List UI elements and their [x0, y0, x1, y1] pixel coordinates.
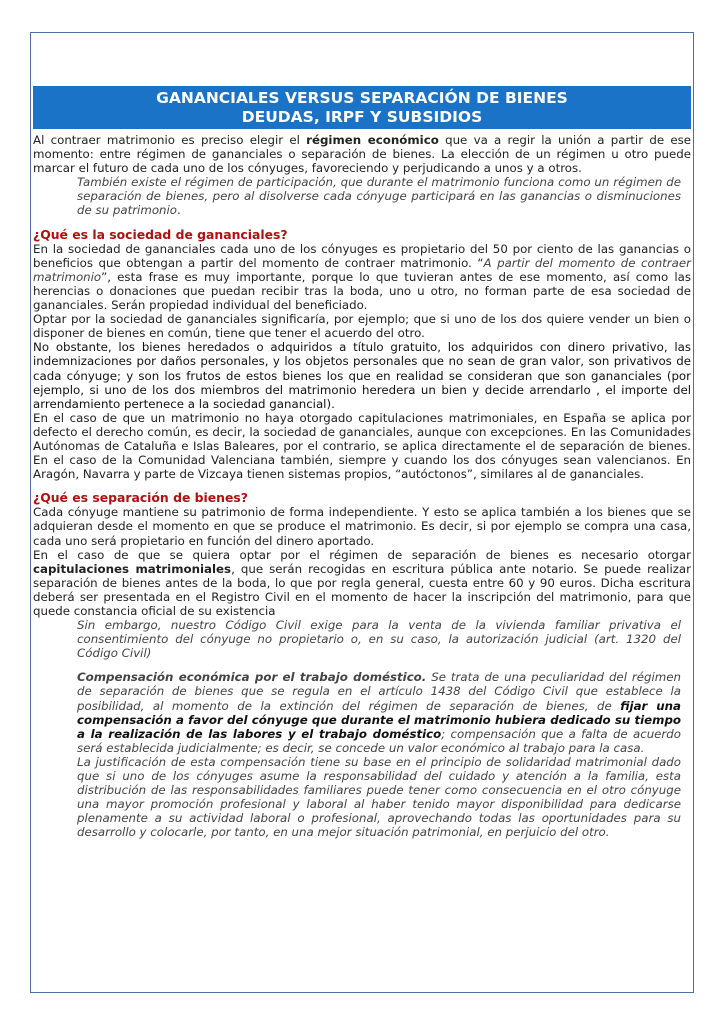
intro-note	[33, 175, 691, 217]
compensation-text-b: ; compensación que a falta de acuerdo será establecida judicialmente; es decir, se concede un valor económico al trabajo para la casa.	[77, 726, 681, 755]
s1p1-text-a: En la sociedad de gananciales cada uno de los cónyuges es propietario del 50 por ciento de las ganancias o beneficios que obtengan a partir del momento de contraer matrimonio. “	[33, 241, 691, 270]
section2-justification-paragraph: La justificación de esta compensación tiene su base en el principio de solidaridad matrimonial dado que si uno de los cónyuges asume la responsabilidad del cuidado y atención a la familia, esta distribución de las responsabilidades familiares puede tener como consecuencia en el otro cónyuge una mayor promoción profesional y laboral al haber tenido mayor disponibilidad para dedicarse plenamente a su actividad laboral o profesional, aprovechando todas las oportunidades para su desarrollo y colocarle, por tanto, en una mejor situación patrimonial, en perjuicio del otro.	[77, 754, 681, 840]
section1-paragraph-2: Optar por la sociedad de gananciales significaría, por ejemplo; que si uno de los dos quiere vender un bien o disponer de bienes en común, tiene que tener el acuerdo del otro.	[33, 312, 691, 341]
section2-paragraph-2	[33, 548, 691, 618]
s1p1-text-b: ”, esta frase es muy importante, porque lo que tuvieran antes de ese momento, así como las herencias o donaciones que puedan recibir tras la boda, uno u otro, no forman parte de esa sociedad de gananciales. Serán propiedad individual del beneficiado.	[33, 269, 691, 313]
compensation-emphasis: fijar una compensación a favor del cónyuge que durante el matrimonio hubiera dedicado su tiempo a la realización de las labores y el trabajo doméstico	[77, 698, 681, 741]
title-line-1: GANANCIALES VERSUS SEPARACIÓN DE BIENES	[156, 89, 568, 107]
title-line-2: DEUDAS, IRPF Y SUBSIDIOS	[241, 108, 483, 126]
section2-compensation-paragraph	[33, 670, 691, 755]
intro-bold-term: régimen económico	[306, 133, 439, 147]
spacer	[33, 660, 691, 670]
intro-paragraph	[33, 133, 691, 175]
section2-heading: ¿Qué es separación de bienes?	[33, 490, 248, 506]
section2-paragraph-1: Cada cónyuge mantiene su patrimonio de forma independiente. Y esto se aplica también a los bienes que se adquieran desde el momento en que se produce el matrimonio. Es decir, si por ejemplo se compra una casa, cada uno será propietario en función del dinero aportado.	[33, 505, 691, 548]
s2p2-text-b: , que serán recogidas en escritura pública ante notario. Se puede realizar separación de bienes antes de la boda, lo que por regla general, cuesta entre 60 y 90 euros. Dicha escritura deberá ser presentada en el Registro Civil en el momento de hacer la inscripción del matrimonio, para que quede constancia oficial de su existencia	[33, 561, 691, 618]
intro-text-a: Al contraer matrimonio es preciso elegir el	[33, 133, 307, 147]
intro-text-b: que va a regir la unión a partir de ese momento: entre régimen de gananciales o separación de bienes. La elección de un régimen u otro puede marcar el futuro de cada uno de los cónyuges, favoreciendo y perjudicando a unos y a otros.	[33, 133, 691, 176]
s1p1-italic: A partir del momento de contraer matrimonio	[33, 255, 691, 284]
section2-civil-code-note: Sin embargo, nuestro Código Civil exige para la venta de la vivienda familiar privativa el consentimiento del cónyuge no propietario o, en su caso, la autorización judicial (art. 1320 del Código Civil)	[77, 618, 681, 661]
document-body	[33, 133, 691, 840]
intro-note-end: .	[177, 203, 181, 218]
intro-note-italic: También existe el régimen de participación, que durante el matrimonio funciona como un régimen de separación de bienes, pero al disolverse cada cónyuge participará en las ganancias o disminuciones de su patrimonio	[77, 175, 681, 218]
compensation-title: Compensación económica por el trabajo doméstico.	[77, 670, 427, 685]
section1-paragraph-3: No obstante, los bienes heredados o adquiridos a título gratuito, los adquiridos con dinero privativo, las indemnizaciones por daños personales, y los objetos personales que no sean de gran valor, son privativos de cada cónyuge; y son los frutos de estos bienes los que en realidad se consideran que son gananciales (por ejemplo, si uno de los dos miembros del matrimonio heredera un bien y decide arrendarlo , el importe del arrendamiento pertenece a la sociedad ganancial).	[33, 340, 691, 411]
compensation-text-a: Se trata de una peculiaridad del régimen de separación de bienes que se regula en el artículo 1438 del Código Civil que establece la posibilidad, al momento de la extinción del régimen de separación de bienes, de	[77, 670, 681, 713]
section1-paragraph-1	[33, 242, 691, 312]
title-banner	[33, 86, 691, 129]
s2p2-bold-term: capitulaciones matrimoniales	[33, 561, 232, 576]
section1-paragraph-4: En el caso de que un matrimonio no haya otorgado capitulaciones matrimoniales, en España se aplica por defecto el derecho común, es decir, la sociedad de gananciales, aunque con excepciones. En las Comunidades Autónomas de Cataluña e Islas Baleares, por el contrario, se aplica directamente el de separación de bienes. En el caso de la Comunidad Valenciana también, siempre y cuando los dos cónyuges sean valencianos. En Aragón, Navarra y parte de Vizcaya tienen sistemas propios, “autóctonos”, similares al de gananciales.	[33, 410, 691, 482]
s2p2-text-a: En el caso de que se quiera optar por el régimen de separación de bienes es necesario otorgar	[33, 547, 691, 562]
section1-heading: ¿Qué es la sociedad de gananciales?	[33, 226, 288, 242]
